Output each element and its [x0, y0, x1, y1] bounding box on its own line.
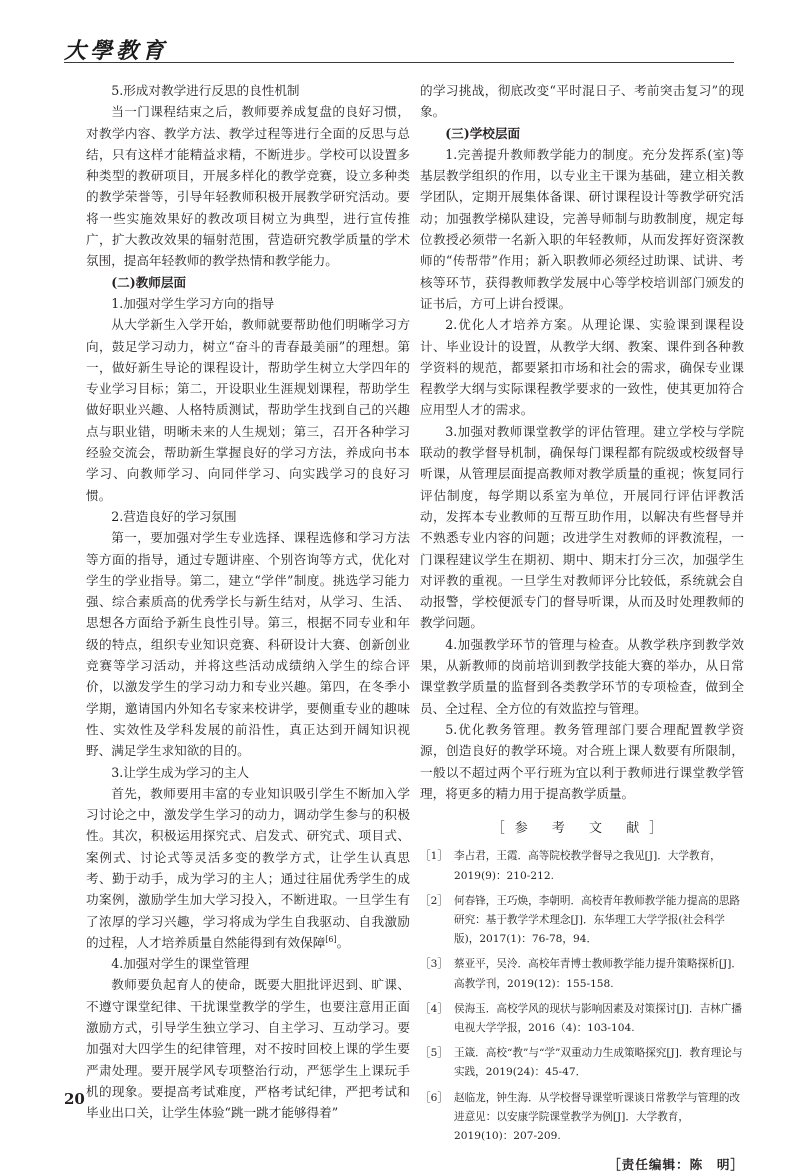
body-paragraph — [420, 719, 744, 804]
reference-item — [420, 1044, 744, 1082]
body-paragraph — [86, 974, 410, 1123]
section-heading — [86, 272, 410, 293]
reference-text: 何春锋，王巧焕，李朝明．高校青年教师教学能力提高的思路研究：基于教学学术理念[J]．东华理工大学学报(社会科学版)，2017(1)：76-78，94． — [454, 894, 741, 946]
reference-number: ［1］ — [420, 850, 448, 863]
body-paragraph — [86, 101, 410, 271]
body-paragraph — [86, 783, 410, 953]
journal-title: 大學教育 — [64, 38, 169, 64]
paragraph-text: 2.优化人才培养方案。从理论课、实验课到课程设计、毕业设计的设置，从教学大纲、教案、课件到各种教学资料的规范，都要紧扣市场和社会的需求，确保专业课程教学大纲与实际课程教学要求的一致性，使其更加符合应用型人才的需求。 — [420, 317, 744, 418]
reference-text: 王箴．高校“教”与“学”双重动力生成策略探究[J]．教育理论与实践，2019(24)：45-47． — [454, 1047, 743, 1079]
responsible-editor: ［责任编辑：陈 明］ — [608, 1157, 744, 1173]
body-paragraph — [420, 144, 744, 314]
subsection-heading — [86, 762, 410, 783]
subsection-heading — [86, 80, 410, 101]
page-number: 20 — [64, 1090, 85, 1108]
reference-item — [420, 955, 744, 993]
subsection-heading — [86, 506, 410, 527]
reference-number: ［5］ — [420, 1047, 448, 1060]
right-column — [420, 80, 744, 1176]
reference-item — [420, 847, 744, 885]
reference-number: ［4］ — [420, 1002, 448, 1015]
paragraph-text: 3.加强对教师课堂教学的评估管理。建立学校与学院联动的教学督导机制，确保每门课程都有院级或校级督导听课，从管理层面提高教师对教学质量的重视；恢复同行评估制度，每学期以系室为单位，开展同行评估评教活动，发挥本专业教师的互帮互助作用，以解决有些督导并不熟悉专业内容的问题；改进学生对教师的评教流程，一门课程建议学生在期初、期中、期末打分三次，加强学生对评教的重视。一旦学生对教师评分比较低，系统就会自动报警，学校便派专门的督导听课，从而及时处理教师的教学问题。 — [420, 423, 744, 631]
subsection-heading — [86, 293, 410, 314]
subsection-heading — [86, 953, 410, 974]
right-paragraphs — [420, 80, 744, 804]
body-paragraph — [420, 80, 744, 123]
paragraph-text: 1.完善提升教师教学能力的制度。充分发挥系(室)等基层教学组织的作用，以专业主干课为基础，建立相关教学团队，定期开展集体备课、研讨课程设计等教学研究活动；加强教学梯队建设，完善导师制与助教制度，规定每位教授必须带一名新入职的年轻教师，从而发挥好资深教师的“传帮带”作用；新入职教师必须经过助课、试讲、考核等环节，获得教师教学发展中心等学校培训部门颁发的证书后，方可上讲台授课。 — [420, 146, 744, 311]
reference-text: 李占君，王霞．高等院校教学督导之我见[J]．大学教育，2019(9)：210-212. — [454, 850, 721, 882]
reference-number: ［2］ — [420, 894, 448, 907]
section-heading — [420, 123, 744, 144]
body-paragraph — [86, 527, 410, 761]
paragraph-text: 5.优化教务管理。教务管理部门要合理配置教学资源，创造良好的教学环境。对合班上课人数要有所限制，一般以不超过两个平行班为宜以利于教师进行课堂教学管理，将更多的精力用于提高教学质量。 — [420, 721, 744, 801]
paragraph-text: (二)教师层面 — [111, 274, 187, 290]
reference-number: ［6］ — [420, 1091, 448, 1104]
paragraph-tail: 。 — [336, 934, 350, 950]
left-column — [86, 80, 410, 1124]
references-heading: ［参 考 文 献］ — [491, 821, 673, 837]
body-paragraph — [420, 634, 744, 719]
body-paragraph — [86, 314, 410, 506]
reference-item — [420, 1089, 744, 1147]
reference-item — [420, 892, 744, 950]
reference-text: 赵临龙，钟生海．从学校督导课堂听课谈日常教学与管理的改进意见：以安康学院课堂教学为例[J]．大学教育，2019(10)：207-209. — [454, 1091, 741, 1143]
reference-text: 蔡亚平，吴泠．高校年青博士教师教学能力提升策略探析[J]．高教学刊，2019(12)：155-158. — [454, 958, 742, 990]
reference-text: 侯海玉．高校学风的现状与影响因素及对策探讨[J]．吉林广播电视大学学报，2016（4)：103-104. — [454, 1002, 742, 1035]
paragraph-text: 第一，要加强对学生专业选择、课程选修和学习方法等方面的指导，通过专题讲座、个别咨询等方式，优化对学生的学业指导。第二，建立“学伴”制度。挑选学习能力强、综合素质高的优秀学长与新生结对，从学习、生活、思想各方面给予新生良性引导。第三，根据不同专业和年级的特点，组织专业知识竞赛、科研设计大赛、创新创业竞赛等学习活动，并将这些活动成绩纳入学生的综合评价，以激发学生的学习动力和专业兴趣。第四，在冬季小学期，邀请国内外知名专家来校讲学，要侧重专业的趣味性、实效性及学科发展的前沿性，真正达到开阔知识视野、满足学生求知欲的目的。 — [86, 530, 410, 759]
paragraph-text: 从大学新生入学开始，教师就要帮助他们明晰学习方向，鼓足学习动力，树立“奋斗的青春最美丽”的理想。第一，做好新生导论的课程设计，帮助学生树立大学四年的专业学习目标；第二，开设职业生涯规划课程，帮助学生做好职业兴趣、人格特质测试，帮助学生找到自己的兴趣点与职业错，明晰未来的人生规划；第三，召开各种学习经验交流会，帮助新生掌握良好的学习方法，养成向书本学习、向教师学习、向同伴学习、向实践学习的良好习惯。 — [86, 317, 410, 503]
paragraph-text: 4.加强对学生的课堂管理 — [111, 956, 250, 972]
paragraph-text: 5.形成对教学进行反思的良性机制 — [111, 83, 300, 98]
body-paragraph — [420, 421, 744, 634]
body-paragraph — [420, 314, 744, 420]
reference-item — [420, 1000, 744, 1038]
header-rule — [64, 62, 734, 63]
references-list — [420, 847, 744, 1146]
paragraph-text: 的学习挑战，彻底改变“平时混日子、考前突击复习”的现象。 — [420, 83, 744, 120]
reference-number: ［3］ — [420, 958, 448, 971]
paragraph-text: 1.加强对学生学习方向的指导 — [111, 295, 275, 311]
paragraph-text: 4.加强教学环节的管理与检查。从教学秩序到教学效果，从新教师的岗前培训到教学技能大赛的举办，从日常课堂教学质量的监督到各类教学环节的专项检查，做到全员、全过程、全方位的有效监控与管理。 — [420, 636, 744, 716]
paragraph-text: (三)学校层面 — [445, 125, 521, 141]
paragraph-text: 教师要负起育人的使命，既要大胆批评迟到、旷课、不遵守课堂纪律、干扰课堂教学的学生，也要注意用正面激励方式，引导学生独立学习、自主学习、互动学习。要加强对大四学生的纪律管理，对不按时回校上课的学生要严肃处理。要开展学风专项整治行动，严惩学生上课玩手机的现象。要提高考试难度，严格考试纪律，严把考试和毕业出口关，让学生体验“跳一跳才能够得着” — [86, 977, 410, 1121]
paragraph-text: 首先，教师要用丰富的专业知识吸引学生不断加入学习讨论之中，激发学生学习的动力，调动学生参与的积极性。其次，积极运用探究式、启发式、研究式、项目式、案例式、讨论式等灵活多变的教学方式，让学生认真思考、勤于动手，成为学习的主人；通过往届优秀学生的成功案例，激励学生加大学习投入，不断进取。一旦学生有了浓厚的学习兴趣，学习将成为学生自我驱动、自我激励的过程，人才培养质量自然能得到有效保障 — [86, 785, 410, 950]
paragraph-text: 当一门课程结束之后，教师要养成复盘的良好习惯，对教学内容、教学方法、教学过程等进行全面的反思与总结，只有这样才能精益求精，不断进步。学校可以设置多种类型的教研项目，开展多样化的教学竞赛，设立多种类的教学荣誉等，引导年轻教师积极开展教学研究活动。要将一些实施效果好的教改项目树立为典型，进行宣传推广，扩大教改效果的辐射范围，营造研究教学质量的学术氛围，提高年轻教师的教学热情和教学能力。 — [86, 104, 410, 269]
paragraph-text: 2.营造良好的学习氛围 — [111, 508, 237, 524]
citation-mark: [6] — [325, 934, 337, 944]
paragraph-text: 3.让学生成为学习的主人 — [111, 764, 250, 780]
